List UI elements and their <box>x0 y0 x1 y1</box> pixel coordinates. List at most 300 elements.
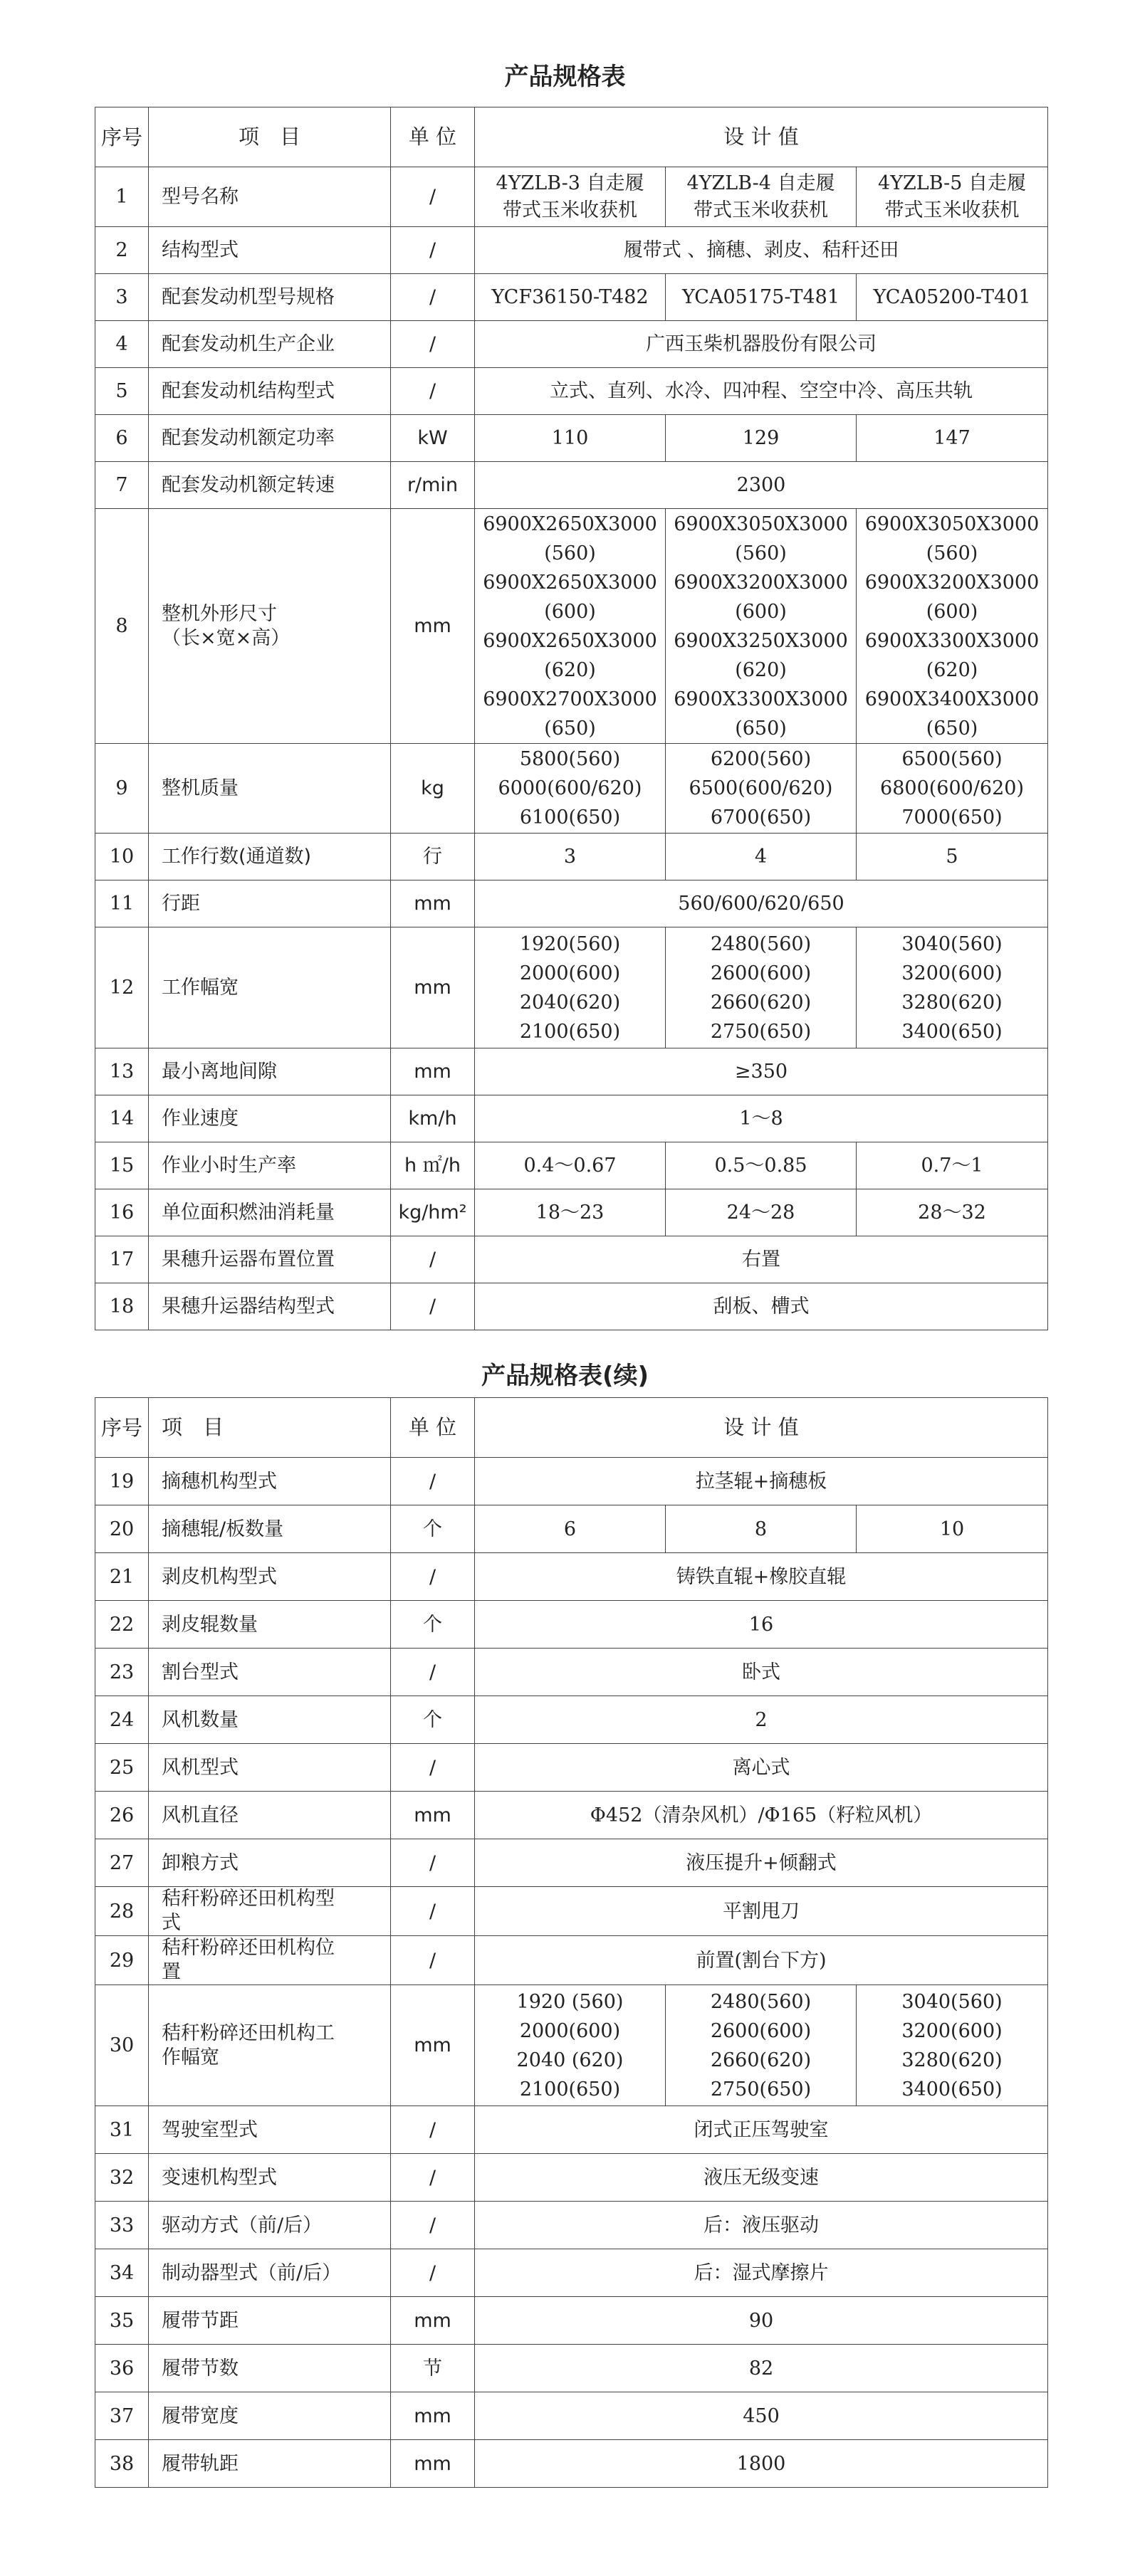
item-name: 驱动方式（前/后） <box>149 2202 391 2249</box>
unit: km/h <box>391 1095 475 1142</box>
unit: mm <box>391 1985 475 2106</box>
design-value <box>475 1601 1048 1649</box>
design-value-line: 6900X3300X3000 <box>674 688 848 710</box>
design-value-line: 6200(560) <box>710 748 812 770</box>
table-row <box>95 2297 1048 2345</box>
row-number: 17 <box>95 1236 149 1283</box>
design-value-line: 前置(割台下方) <box>696 1949 827 1972</box>
design-value-line: 4YZLB-3 自走履 <box>496 172 644 194</box>
design-value-line: 3280(620) <box>901 2049 1003 2071</box>
unit: / <box>391 2154 475 2202</box>
row-number: 13 <box>95 1048 149 1095</box>
design-value-line: 2750(650) <box>710 1020 812 1043</box>
design-value-line: 6900X3200X3000 <box>674 571 848 594</box>
design-value-line: 2100(650) <box>519 1020 621 1043</box>
design-value <box>475 1458 1048 1505</box>
unit: / <box>391 1887 475 1936</box>
row-number: 6 <box>95 415 149 462</box>
table-title-continued: 产品规格表(续) <box>481 1362 649 1390</box>
design-value-line: 闭式正压驾驶室 <box>694 2118 829 2141</box>
table-row <box>95 1887 1048 1936</box>
design-value-line: 0.5～0.85 <box>714 1155 807 1177</box>
design-value-line: 广西玉柴机器股份有限公司 <box>646 333 877 355</box>
design-value-line: 1800 <box>736 2452 786 2475</box>
design-value <box>857 1142 1048 1189</box>
design-value-line: (620) <box>735 658 787 681</box>
table-row <box>95 1792 1048 1839</box>
unit: r/min <box>391 462 475 509</box>
design-value <box>475 2345 1048 2392</box>
design-value <box>475 1744 1048 1792</box>
table-row <box>95 744 1048 834</box>
design-value-line: 82 <box>748 2357 774 2380</box>
design-value-line: 3040(560) <box>901 1990 1003 2013</box>
item-name <box>149 1887 391 1936</box>
design-value-line: ≥350 <box>734 1061 788 1083</box>
item-name: 配套发动机型号规格 <box>149 274 391 321</box>
row-number: 24 <box>95 1696 149 1744</box>
design-value-line: 刮板、槽式 <box>713 1295 810 1318</box>
unit: mm <box>391 2392 475 2440</box>
design-value-line: 6000(600/620) <box>498 777 642 799</box>
design-value-line: 129 <box>742 427 780 449</box>
item-name <box>149 1936 391 1985</box>
item-name: 割台型式 <box>149 1649 391 1696</box>
unit: mm <box>391 509 475 744</box>
design-value-line: (560) <box>735 542 787 564</box>
design-value <box>475 1048 1048 1095</box>
item-name: 作业小时生产率 <box>149 1142 391 1189</box>
design-value <box>857 509 1048 744</box>
item-name: 摘穗机构型式 <box>149 1458 391 1505</box>
design-value-line: 6100(650) <box>519 806 621 829</box>
design-value-line: 右置 <box>742 1248 780 1271</box>
design-value-line: 16 <box>748 1613 774 1636</box>
row-number: 21 <box>95 1553 149 1601</box>
design-value <box>475 2297 1048 2345</box>
item-name-line: 秸秆粉碎还田机构位 <box>162 1937 335 1959</box>
design-value-line: 3040(560) <box>901 932 1003 955</box>
row-number: 20 <box>95 1505 149 1553</box>
design-value <box>475 227 1048 274</box>
design-value <box>857 744 1048 834</box>
unit: / <box>391 368 475 415</box>
design-value-line: 6900X3250X3000 <box>674 629 848 652</box>
item-name: 剥皮机构型式 <box>149 1553 391 1601</box>
design-value <box>475 509 666 744</box>
table-row <box>95 834 1048 880</box>
unit: mm <box>391 927 475 1048</box>
spec-table <box>95 107 1048 1330</box>
spec-table-continued <box>95 1397 1048 2488</box>
design-value <box>475 1649 1048 1696</box>
design-value-line: 6900X2650X3000 <box>483 629 657 652</box>
table-row <box>95 2249 1048 2297</box>
design-value-line: 4YZLB-5 自走履 <box>878 172 1026 194</box>
unit: / <box>391 1236 475 1283</box>
header-value: 设 计 值 <box>475 107 1048 167</box>
design-value-line: 2660(620) <box>710 991 812 1014</box>
table-row <box>95 321 1048 368</box>
item-name: 配套发动机结构型式 <box>149 368 391 415</box>
unit: / <box>391 1283 475 1330</box>
table-row <box>95 1985 1048 2106</box>
item-name-line: 整机外形尺寸 <box>162 602 277 625</box>
design-value-line: 2660(620) <box>710 2049 812 2071</box>
header-no: 序号 <box>95 107 149 167</box>
design-value <box>475 274 666 321</box>
design-value-line: 后：液压驱动 <box>703 2214 819 2236</box>
design-value-line: 90 <box>748 2309 774 2332</box>
design-value-line: 6900X2700X3000 <box>483 688 657 710</box>
design-value <box>857 834 1048 880</box>
design-value-line: 2750(650) <box>710 2078 812 2101</box>
item-name: 作业速度 <box>149 1095 391 1142</box>
table-row <box>95 462 1048 509</box>
item-name <box>149 509 391 744</box>
table-row <box>95 368 1048 415</box>
table-row <box>95 1936 1048 1985</box>
unit: kW <box>391 415 475 462</box>
design-value-line: 带式玉米收获机 <box>694 199 828 221</box>
design-value-line: 3400(650) <box>901 2078 1003 2101</box>
unit: kg <box>391 744 475 834</box>
table-row <box>95 1048 1048 1095</box>
design-value-line: 离心式 <box>732 1756 790 1779</box>
table-row <box>95 1458 1048 1505</box>
row-number: 16 <box>95 1189 149 1236</box>
design-value-line: 3280(620) <box>901 991 1003 1014</box>
table-row <box>95 927 1048 1048</box>
design-value-line: 560/600/620/650 <box>678 893 844 915</box>
design-value-line: 6900X3050X3000 <box>674 512 848 535</box>
unit: / <box>391 1839 475 1887</box>
row-number: 22 <box>95 1601 149 1649</box>
row-number: 26 <box>95 1792 149 1839</box>
table-row <box>95 880 1048 927</box>
design-value-line: 卧式 <box>742 1661 780 1683</box>
design-value <box>666 834 857 880</box>
item-name: 变速机构型式 <box>149 2154 391 2202</box>
unit: mm <box>391 1792 475 1839</box>
row-number: 31 <box>95 2106 149 2154</box>
design-value-line: 7000(650) <box>901 806 1003 829</box>
row-number: 12 <box>95 927 149 1048</box>
design-value <box>666 1189 857 1236</box>
design-value <box>475 1553 1048 1601</box>
design-value-line: (600) <box>544 600 596 623</box>
row-number: 36 <box>95 2345 149 2392</box>
table-row <box>95 2202 1048 2249</box>
row-number: 14 <box>95 1095 149 1142</box>
unit: / <box>391 1458 475 1505</box>
table-row <box>95 1283 1048 1330</box>
design-value-line: 6900X3300X3000 <box>864 629 1040 652</box>
design-value-line: 3200(600) <box>901 962 1003 984</box>
design-value <box>475 1142 666 1189</box>
item-name-line: 置 <box>162 1961 181 1983</box>
table-row <box>95 1189 1048 1236</box>
design-value-line: (650) <box>735 717 787 740</box>
header-unit: 单 位 <box>391 1398 475 1458</box>
unit: kg/hm² <box>391 1189 475 1236</box>
design-value <box>475 1095 1048 1142</box>
table-row <box>95 2392 1048 2440</box>
item-name: 摘穗辊/板数量 <box>149 1505 391 1553</box>
unit: / <box>391 167 475 227</box>
unit: 节 <box>391 2345 475 2392</box>
design-value-line: 6900X3050X3000 <box>864 512 1040 535</box>
design-value-line: (620) <box>544 658 596 681</box>
design-value-line: 18～23 <box>535 1202 605 1224</box>
table-row <box>95 1095 1048 1142</box>
item-name: 单位面积燃油消耗量 <box>149 1189 391 1236</box>
design-value <box>475 2154 1048 2202</box>
design-value <box>475 1792 1048 1839</box>
design-value <box>857 927 1048 1048</box>
row-number: 2 <box>95 227 149 274</box>
table-row <box>95 2106 1048 2154</box>
table-row <box>95 1696 1048 1744</box>
row-number: 10 <box>95 834 149 880</box>
design-value-line: 6700(650) <box>710 806 812 829</box>
design-value <box>475 1985 666 2106</box>
design-value <box>475 321 1048 368</box>
item-name: 风机型式 <box>149 1744 391 1792</box>
unit: 个 <box>391 1505 475 1553</box>
design-value-line: 5 <box>946 846 958 868</box>
design-value <box>666 1142 857 1189</box>
design-value <box>475 415 666 462</box>
unit: 个 <box>391 1696 475 1744</box>
unit: / <box>391 227 475 274</box>
item-name: 配套发动机额定功率 <box>149 415 391 462</box>
design-value-line: 2040(620) <box>519 991 621 1014</box>
design-value-line: 2600(600) <box>710 2019 812 2042</box>
design-value-line: 0.4～0.67 <box>523 1155 617 1177</box>
item-name: 履带宽度 <box>149 2392 391 2440</box>
design-value-line: 5800(560) <box>519 748 621 770</box>
item-name: 配套发动机生产企业 <box>149 321 391 368</box>
item-name: 行距 <box>149 880 391 927</box>
design-value-line: 3200(600) <box>901 2019 1003 2042</box>
design-value <box>475 2392 1048 2440</box>
design-value <box>475 167 666 227</box>
design-value-line: 28～32 <box>918 1202 986 1224</box>
design-value-line: 履带式 、摘穗、剥皮、秸秆还田 <box>623 239 899 261</box>
item-name: 工作行数(通道数) <box>149 834 391 880</box>
design-value <box>666 744 857 834</box>
design-value-line: 6500(600/620) <box>689 777 833 799</box>
design-value-line: 拉茎辊+摘穗板 <box>695 1470 827 1493</box>
design-value <box>857 415 1048 462</box>
design-value-line: YCA05200-T401 <box>873 286 1031 308</box>
table-row <box>95 1142 1048 1189</box>
design-value-line: 6900X3400X3000 <box>864 688 1040 710</box>
design-value <box>666 1505 857 1553</box>
table-row <box>95 167 1048 227</box>
table-row <box>95 1649 1048 1696</box>
unit: / <box>391 1744 475 1792</box>
design-value-line: 后：湿式摩擦片 <box>694 2261 829 2284</box>
item-name: 配套发动机额定转速 <box>149 462 391 509</box>
table-row <box>95 1839 1048 1887</box>
unit: / <box>391 2106 475 2154</box>
design-value-line: 2300 <box>736 474 786 496</box>
design-value-line: 450 <box>743 2404 780 2427</box>
table-row <box>95 2154 1048 2202</box>
row-number: 8 <box>95 509 149 744</box>
design-value <box>475 368 1048 415</box>
unit: h ㎡/h <box>391 1142 475 1189</box>
item-name-line: 式 <box>162 1912 181 1934</box>
design-value-line: 6900X2650X3000 <box>483 571 657 594</box>
row-number: 7 <box>95 462 149 509</box>
header-item: 项 目 <box>149 107 391 167</box>
row-number: 15 <box>95 1142 149 1189</box>
design-value-line: YCF36150-T482 <box>491 286 649 308</box>
design-value-line: 带式玉米收获机 <box>503 199 637 221</box>
item-name: 型号名称 <box>149 167 391 227</box>
design-value <box>475 744 666 834</box>
design-value-line: 1920 (560) <box>516 1990 624 2013</box>
design-value-line: 液压提升+倾翻式 <box>686 1851 837 1874</box>
row-number: 3 <box>95 274 149 321</box>
table-row <box>95 1601 1048 1649</box>
design-value-line: 2000(600) <box>519 962 621 984</box>
design-value-line: (650) <box>926 717 978 740</box>
row-number: 28 <box>95 1887 149 1936</box>
design-value-line: (560) <box>544 542 596 564</box>
table-row <box>95 227 1048 274</box>
design-value <box>857 167 1048 227</box>
unit: / <box>391 2249 475 2297</box>
unit: / <box>391 1936 475 1985</box>
item-name: 整机质量 <box>149 744 391 834</box>
row-number: 38 <box>95 2440 149 2488</box>
unit: mm <box>391 1048 475 1095</box>
item-name-line: （长×宽×高） <box>162 626 291 649</box>
design-value-line: 6800(600/620) <box>880 777 1024 799</box>
design-value-line: 2040 (620) <box>516 2049 624 2071</box>
row-number: 1 <box>95 167 149 227</box>
design-value-line: 4YZLB-4 自走履 <box>686 172 835 194</box>
row-number: 4 <box>95 321 149 368</box>
design-value-line: 6900X2650X3000 <box>483 512 657 535</box>
design-value-line: 10 <box>939 1518 965 1540</box>
design-value-line: 液压无级变速 <box>703 2166 819 2189</box>
design-value-line: (650) <box>544 717 596 740</box>
design-value <box>475 1236 1048 1283</box>
design-value-line: Φ452（清杂风机）/Φ165（籽粒风机） <box>590 1804 933 1826</box>
table-row <box>95 1236 1048 1283</box>
design-value-line: 平割甩刀 <box>723 1900 800 1923</box>
design-value <box>475 1505 666 1553</box>
design-value-line: (560) <box>926 542 978 564</box>
unit: / <box>391 321 475 368</box>
header-item: 项 目 <box>149 1398 391 1458</box>
row-number: 25 <box>95 1744 149 1792</box>
item-name: 卸粮方式 <box>149 1839 391 1887</box>
row-number: 19 <box>95 1458 149 1505</box>
design-value <box>475 2202 1048 2249</box>
unit: mm <box>391 2297 475 2345</box>
design-value <box>475 1839 1048 1887</box>
design-value <box>475 834 666 880</box>
unit: / <box>391 2202 475 2249</box>
design-value-line: 1～8 <box>739 1108 783 1130</box>
row-number: 9 <box>95 744 149 834</box>
item-name-line: 秸秆粉碎还田机构型 <box>162 1888 335 1910</box>
row-number: 11 <box>95 880 149 927</box>
row-number: 23 <box>95 1649 149 1696</box>
unit: 行 <box>391 834 475 880</box>
item-name-line: 作幅宽 <box>162 2046 219 2068</box>
table-row <box>95 509 1048 744</box>
item-name: 履带节数 <box>149 2345 391 2392</box>
design-value-line: 铸铁直辊+橡胶直辊 <box>676 1565 847 1588</box>
design-value-line: 2100(650) <box>519 2078 621 2101</box>
design-value <box>666 509 857 744</box>
design-value-line: 0.7～1 <box>921 1155 983 1177</box>
table-title: 产品规格表 <box>504 63 626 91</box>
design-value <box>475 462 1048 509</box>
item-name-line: 秸秆粉碎还田机构工 <box>162 2022 335 2044</box>
item-name <box>149 1985 391 2106</box>
item-name: 风机直径 <box>149 1792 391 1839</box>
design-value <box>666 167 857 227</box>
item-name: 果穗升运器布置位置 <box>149 1236 391 1283</box>
item-name: 结构型式 <box>149 227 391 274</box>
row-number: 27 <box>95 1839 149 1887</box>
row-number: 32 <box>95 2154 149 2202</box>
table-row <box>95 415 1048 462</box>
table-row <box>95 1505 1048 1553</box>
header-value: 设 计 值 <box>475 1398 1048 1458</box>
design-value-line: 147 <box>933 427 971 449</box>
design-value-line: 8 <box>754 1518 768 1540</box>
item-name: 最小离地间隙 <box>149 1048 391 1095</box>
design-value-line: 2480(560) <box>710 932 812 955</box>
design-value <box>475 1936 1048 1985</box>
design-value-line: 立式、直列、水冷、四冲程、空空中冷、高压共轨 <box>550 380 973 402</box>
item-name: 风机数量 <box>149 1696 391 1744</box>
design-value <box>666 927 857 1048</box>
item-name: 工作幅宽 <box>149 927 391 1048</box>
design-value-line: 6 <box>563 1518 577 1540</box>
design-value <box>857 1985 1048 2106</box>
design-value-line: 1920(560) <box>519 932 621 955</box>
design-value-line: 110 <box>551 427 589 449</box>
item-name: 履带轨距 <box>149 2440 391 2488</box>
table-row <box>95 1744 1048 1792</box>
unit: / <box>391 274 475 321</box>
row-number: 33 <box>95 2202 149 2249</box>
design-value-line: 2 <box>755 1708 768 1731</box>
design-value <box>475 1189 666 1236</box>
design-value-line: 4 <box>754 846 768 868</box>
item-name: 履带节距 <box>149 2297 391 2345</box>
row-number: 18 <box>95 1283 149 1330</box>
unit: mm <box>391 2440 475 2488</box>
design-value <box>666 415 857 462</box>
table-row <box>95 2345 1048 2392</box>
table-row <box>95 1553 1048 1601</box>
item-name: 制动器型式（前/后） <box>149 2249 391 2297</box>
design-value-line: 3 <box>563 846 577 868</box>
design-value <box>475 1696 1048 1744</box>
design-value <box>666 274 857 321</box>
